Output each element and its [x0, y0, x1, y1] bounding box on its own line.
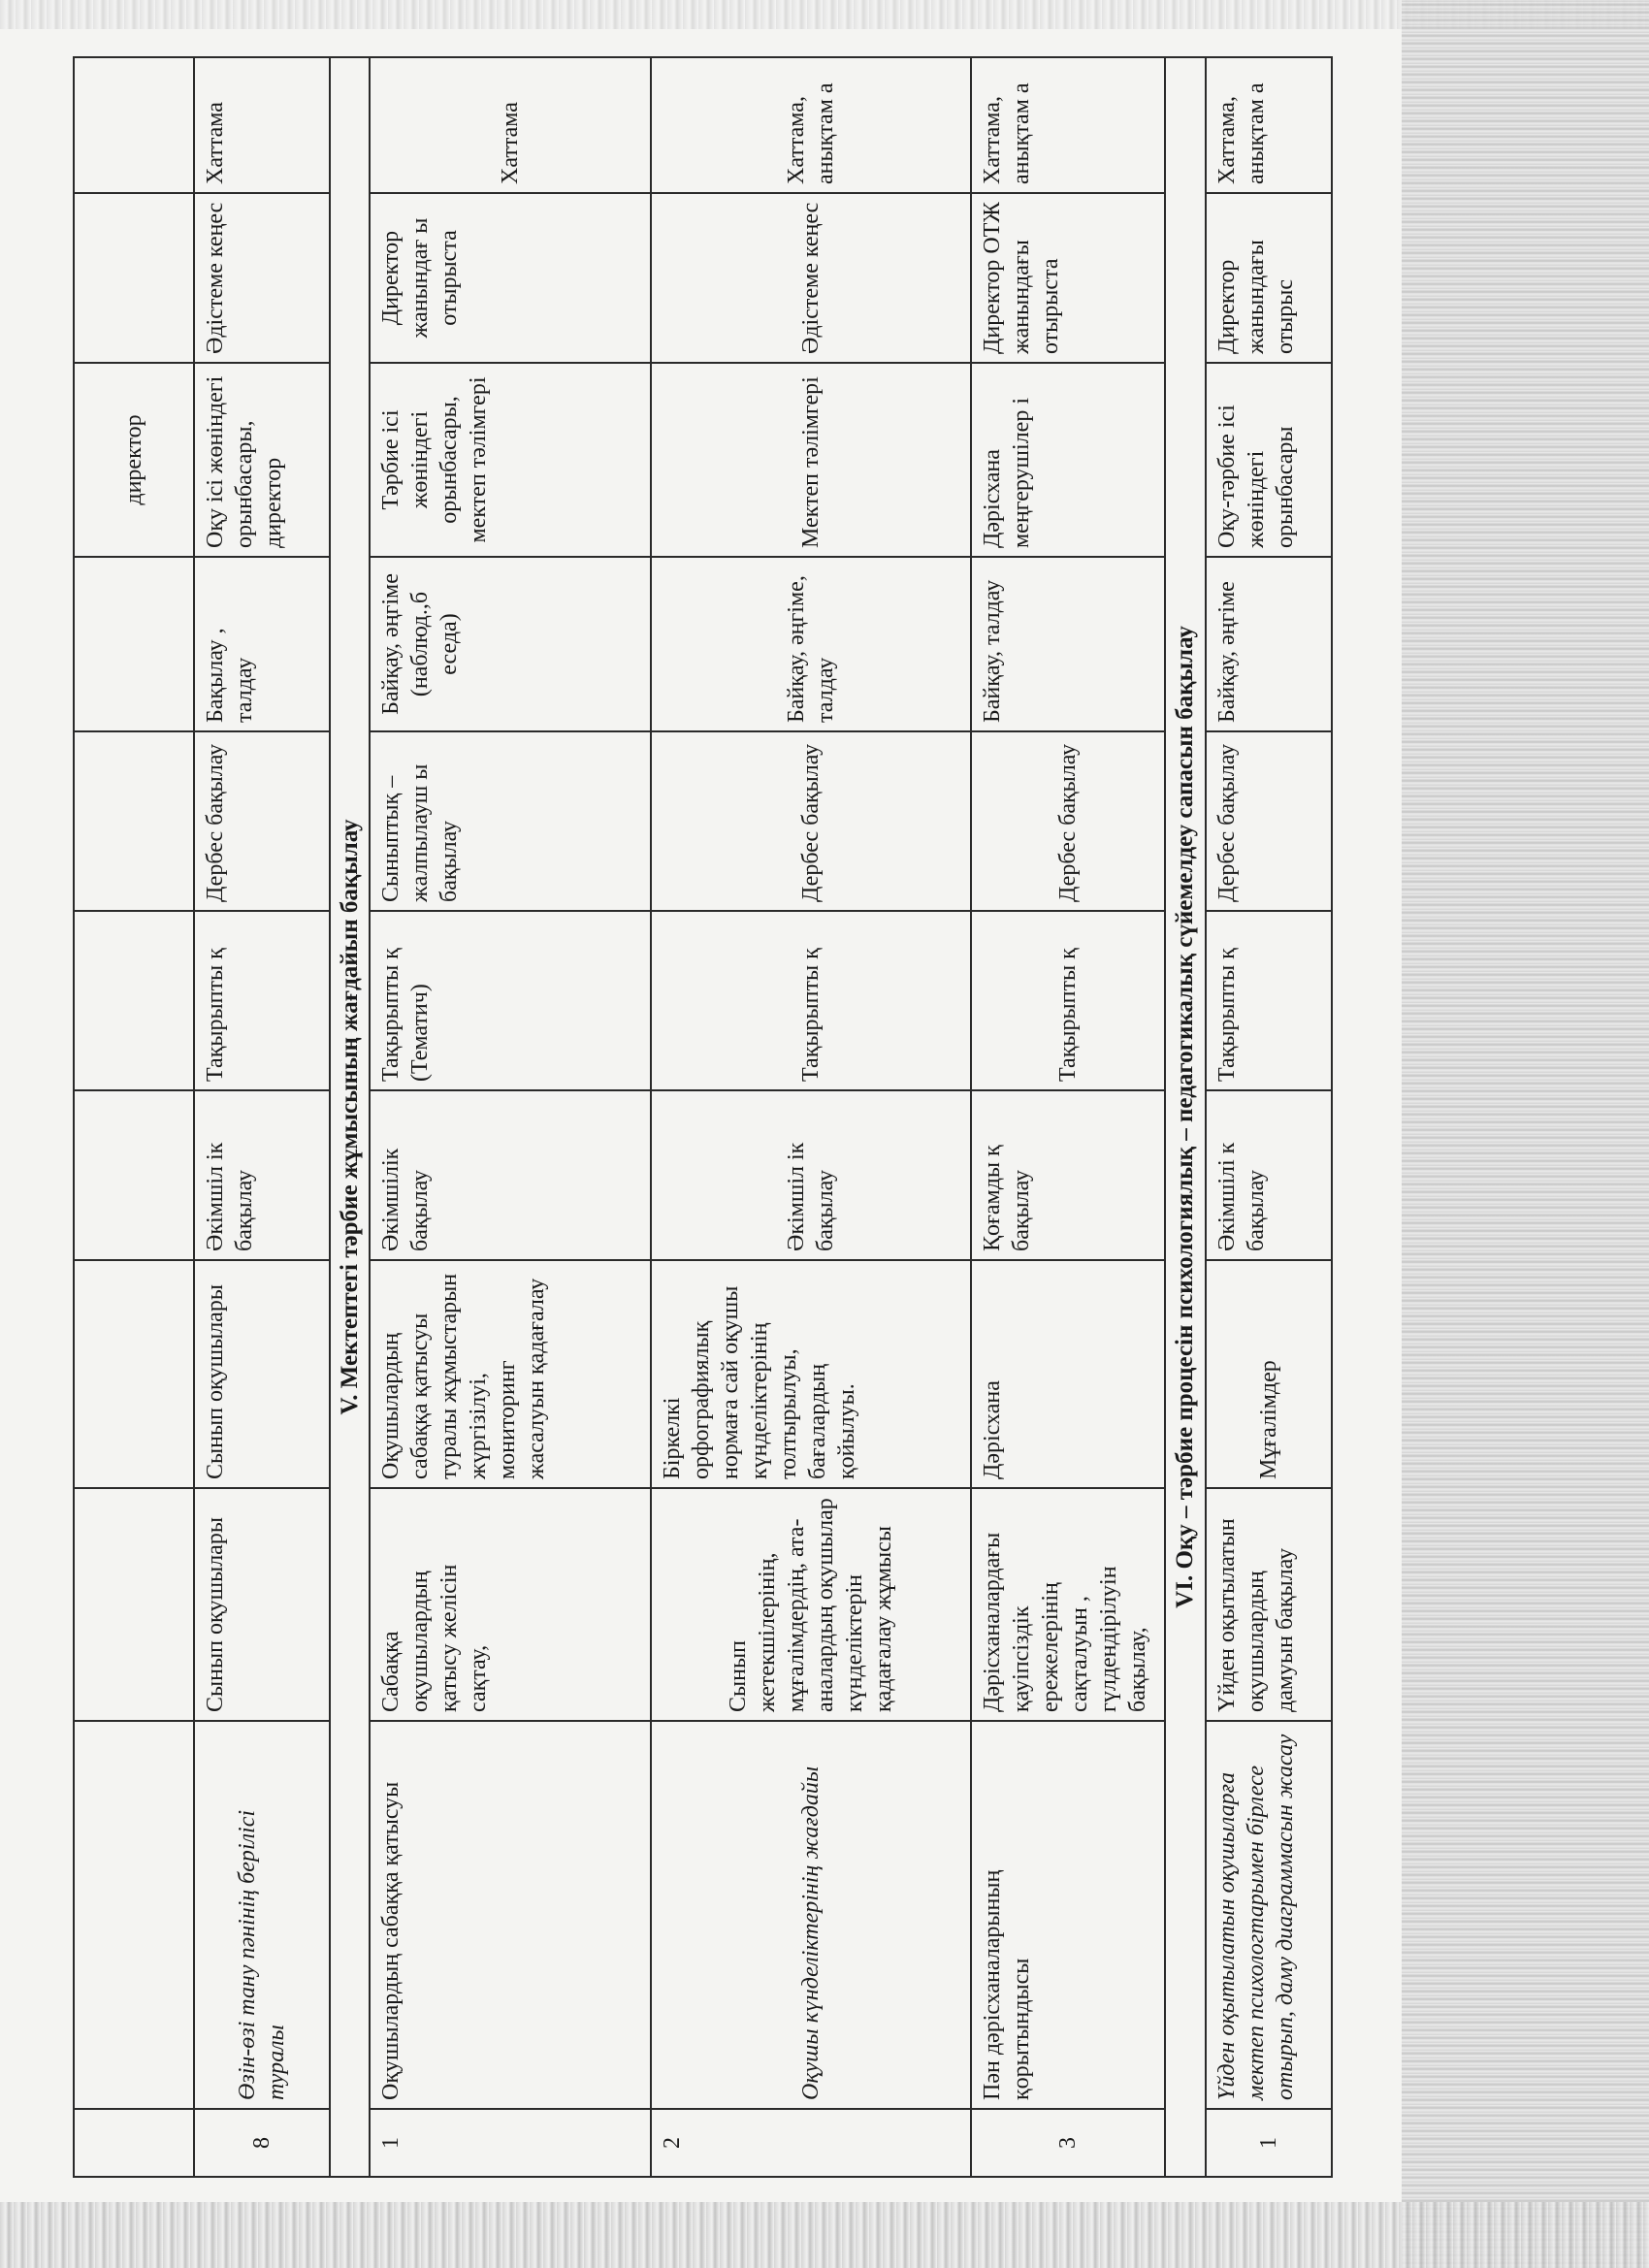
- row-object: Сынып оқушылары: [194, 1260, 330, 1488]
- row-goal: Үйден оқытылатын оқушылардың дамуын бақылау: [1206, 1488, 1332, 1721]
- row-where: Директор жанындағ ы отырыста: [370, 193, 651, 363]
- control-plan-table: [73, 56, 1333, 2178]
- row-form: Сыныптық – жалпылауш ы бақылау: [370, 731, 651, 911]
- row-method: Бақылау , талдау: [194, 557, 330, 731]
- row-responsible: Оқу ісі жөніндегі орынбасары, директор: [194, 363, 330, 557]
- row-goal: Дәрісханалардағы қауіпсіздік ережелерінің сақталуын , гүлдендірілуін бақылау,: [971, 1488, 1165, 1721]
- row-method: Байқау, әңгіме, талдау: [651, 557, 971, 731]
- row-object: Дәрісхана: [971, 1260, 1165, 1488]
- rotated-table-container: [73, 58, 1343, 2178]
- table-row: [1206, 57, 1332, 2177]
- row-topic: Оқушы күнделіктерінің жағдайы: [651, 1721, 971, 2109]
- table-row: [971, 57, 1165, 2177]
- row-number: 8: [194, 2109, 330, 2177]
- row-result: Хаттама: [194, 57, 330, 193]
- row-where: Директор ОТЖ жанындағы отырыста: [971, 193, 1165, 363]
- row-kind: Тақырыпты қ: [651, 911, 971, 1090]
- header-fragment-row: [74, 57, 194, 2177]
- row-goal: Сабаққа оқушылардың қатысу желісін сақтау,: [370, 1488, 651, 1721]
- section-row: [330, 57, 370, 2177]
- row-type: Қоғамды қ бақылау: [971, 1090, 1165, 1260]
- row-number: 3: [971, 2109, 1165, 2177]
- row-type: Әкімшілі к бақылау: [1206, 1090, 1332, 1260]
- section-vi-title: VI. Оқу – тәрбие процесін психологиялық – педагогикалық сүйемелдеу сапасын бақылау: [1165, 57, 1205, 2177]
- row-topic: Оқушылардың сабаққа қатысуы: [370, 1721, 651, 2109]
- row-form: Дербес бақылау: [651, 731, 971, 911]
- row-where: Әдістеме кеңес: [651, 193, 971, 363]
- hdr-cell: [74, 193, 194, 363]
- section-row: [1165, 57, 1205, 2177]
- row-type: Әкімшілік бақылау: [370, 1090, 651, 1260]
- hdr-cell: [74, 731, 194, 911]
- row-number: 1: [1206, 2109, 1332, 2177]
- row-type: Әкімшіл ік бақылау: [194, 1090, 330, 1260]
- hdr-cell: [74, 557, 194, 731]
- row-object: Біркелкі орфографиялық нормаға сай оқушы күнделіктерінің толтырылуы, бағалардың қойылуы.: [651, 1260, 971, 1488]
- row-kind: Тақырыпты қ: [1206, 911, 1332, 1090]
- row-responsible: Дәрісхана меңгерушілер і: [971, 363, 1165, 557]
- row-topic: Өзін-өзі тану пәнінің берілісі туралы: [194, 1721, 330, 2109]
- row-object: Мұғалімдер: [1206, 1260, 1332, 1488]
- row-where: Әдістеме кеңес: [194, 193, 330, 363]
- row-goal: Сынып оқушылары: [194, 1488, 330, 1721]
- hdr-cell: [74, 2109, 194, 2177]
- row-result: Хаттама, анықтам а: [651, 57, 971, 193]
- hdr-cell: [74, 1721, 194, 2109]
- row-result: Хаттама, анықтам а: [971, 57, 1165, 193]
- row-topic: Үйден оқытылатын оқушыларға мектеп психологтарымен бірлесе отырып, даму диаграммасын жасау: [1206, 1721, 1332, 2109]
- scan-noise-right: [1402, 0, 1649, 2268]
- hdr-cell: [74, 1260, 194, 1488]
- row-responsible: Мектеп тәлімгері: [651, 363, 971, 557]
- section-v-title: V. Мектептегі тәрбие жұмысының жағдайын бақылау: [330, 57, 370, 2177]
- hdr-responsible: директор: [74, 363, 194, 557]
- row-method: Байқау, әңгіме (наблюд.,б еседа): [370, 557, 651, 731]
- row-result: Хаттама, анықтам а: [1206, 57, 1332, 193]
- table-row: [651, 57, 971, 2177]
- row-number: 1: [370, 2109, 651, 2177]
- row-object: Оқушылардың сабаққа қатысуы туралы жұмыстарын жүргізілуі, мониторинг жасалуын қадағалау: [370, 1260, 651, 1488]
- row-type: Әкімшіл ік бақылау: [651, 1090, 971, 1260]
- row-responsible: Оқу-тәрбие ісі жөніндегі орынбасары: [1206, 363, 1332, 557]
- scan-noise-bottom: [0, 2202, 1649, 2268]
- row-form: Дербес бақылау: [1206, 731, 1332, 911]
- row-result: Хаттама: [370, 57, 651, 193]
- row-number: 2: [651, 2109, 971, 2177]
- hdr-cell: [74, 1090, 194, 1260]
- hdr-cell: [74, 1488, 194, 1721]
- row-where: Директор жанындағы отырыс: [1206, 193, 1332, 363]
- row-form: Дербес бақылау: [194, 731, 330, 911]
- row-kind: Тақырыпты қ: [971, 911, 1165, 1090]
- row-method: Байқау, талдау: [971, 557, 1165, 731]
- row-topic: Пән дәрісханаларының қорытындысы: [971, 1721, 1165, 2109]
- row-kind: Тақырыпты қ: [194, 911, 330, 1090]
- table-row: [370, 57, 651, 2177]
- row-responsible: Тәрбие ісі жөніндегі орынбасары, мектеп тәлімгері: [370, 363, 651, 557]
- hdr-cell: [74, 57, 194, 193]
- table-row: [194, 57, 330, 2177]
- row-method: Байқау, әңгіме: [1206, 557, 1332, 731]
- row-kind: Тақырыпты қ (Тематич): [370, 911, 651, 1090]
- hdr-cell: [74, 911, 194, 1090]
- row-form: Дербес бақылау: [971, 731, 1165, 911]
- row-goal: Сынып жетекшілерінің, мұғалімдердің, ата-аналардың оқушылар күнделіктерін қадағалау жұмысы: [651, 1488, 971, 1721]
